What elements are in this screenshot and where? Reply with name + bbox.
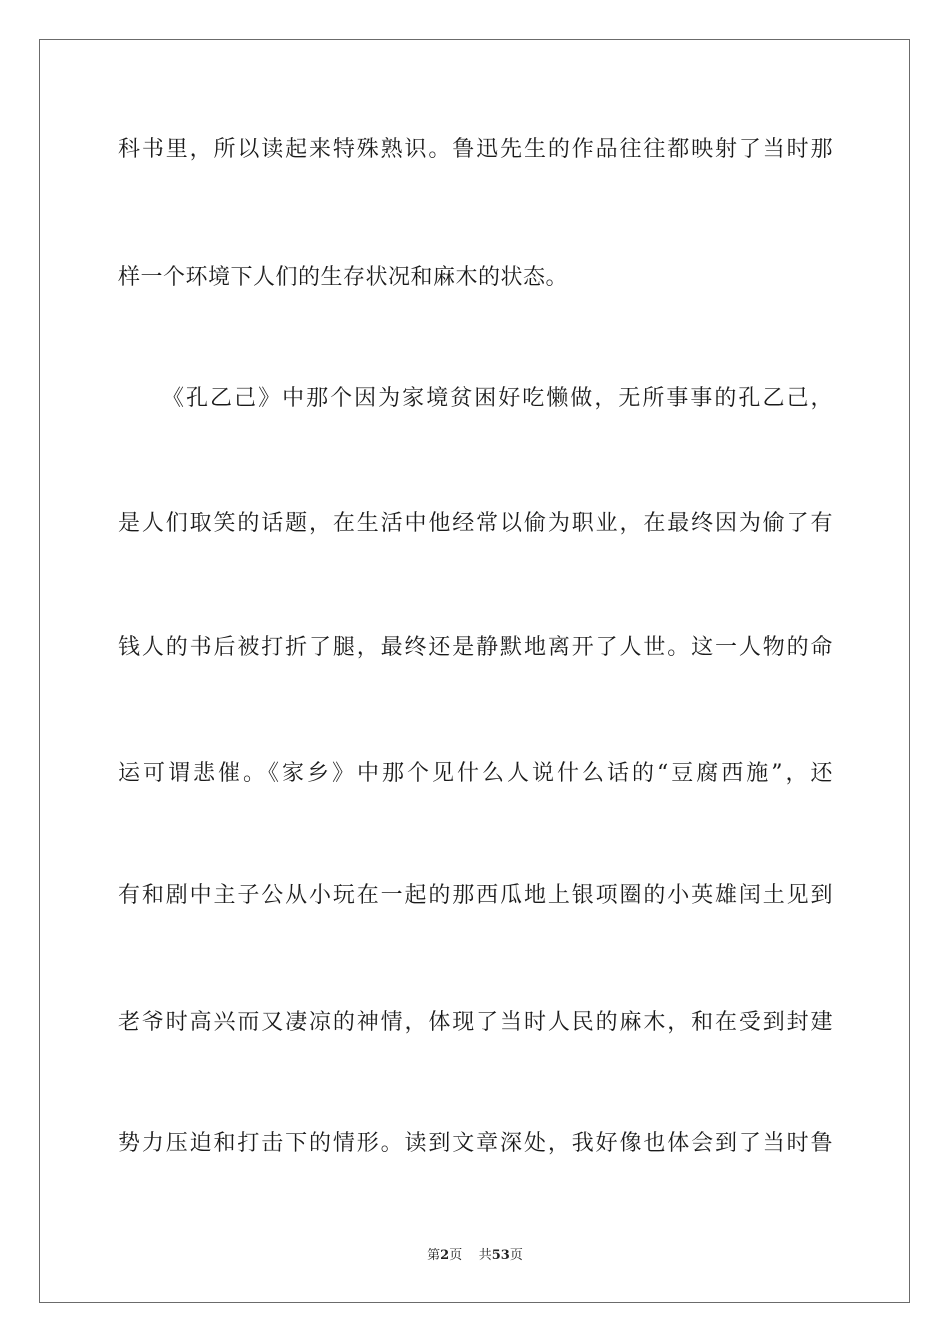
- body-text-line-8: 老爷时高兴而又凄凉的神情，体现了当时人民的麻木，和在受到封建: [118, 1010, 833, 1035]
- body-text-line-6: 运可谓悲催。《家乡》中那个见什么人说什么话的“豆腐西施”，还: [118, 761, 833, 786]
- page-border: [39, 39, 910, 1303]
- body-text-line-3: 《孔乙己》中那个因为家境贫困好吃懒做，无所事事的孔乙己，: [162, 386, 833, 411]
- body-text-line-9: 势力压迫和打击下的情形。读到文章深处，我好像也体会到了当时鲁: [118, 1131, 833, 1156]
- body-text-line-1: 科书里，所以读起来特殊熟识。鲁迅先生的作品往往都映射了当时那: [118, 137, 833, 162]
- body-text-line-4: 是人们取笑的话题，在生活中他经常以偷为职业，在最终因为偷了有: [118, 511, 833, 536]
- footer-page-number: 2: [440, 1248, 450, 1263]
- page-footer: [0, 1248, 950, 1264]
- footer-page-suffix: 页: [449, 1248, 463, 1263]
- body-text-line-5: 钱人的书后被打折了腿，最终还是静默地离开了人世。这一人物的命: [118, 635, 833, 660]
- footer-total-pages: 53: [491, 1248, 510, 1263]
- body-text-line-7: 有和剧中主子公从小玩在一起的那西瓜地上银项圈的小英雄闰土见到: [118, 883, 833, 908]
- footer-total-prefix: 共: [478, 1248, 492, 1263]
- footer-total-suffix: 页: [509, 1248, 523, 1263]
- body-text-line-2: 样一个环境下人们的生存状况和麻木的状态。: [118, 265, 569, 290]
- footer-page-prefix: 第: [427, 1248, 441, 1263]
